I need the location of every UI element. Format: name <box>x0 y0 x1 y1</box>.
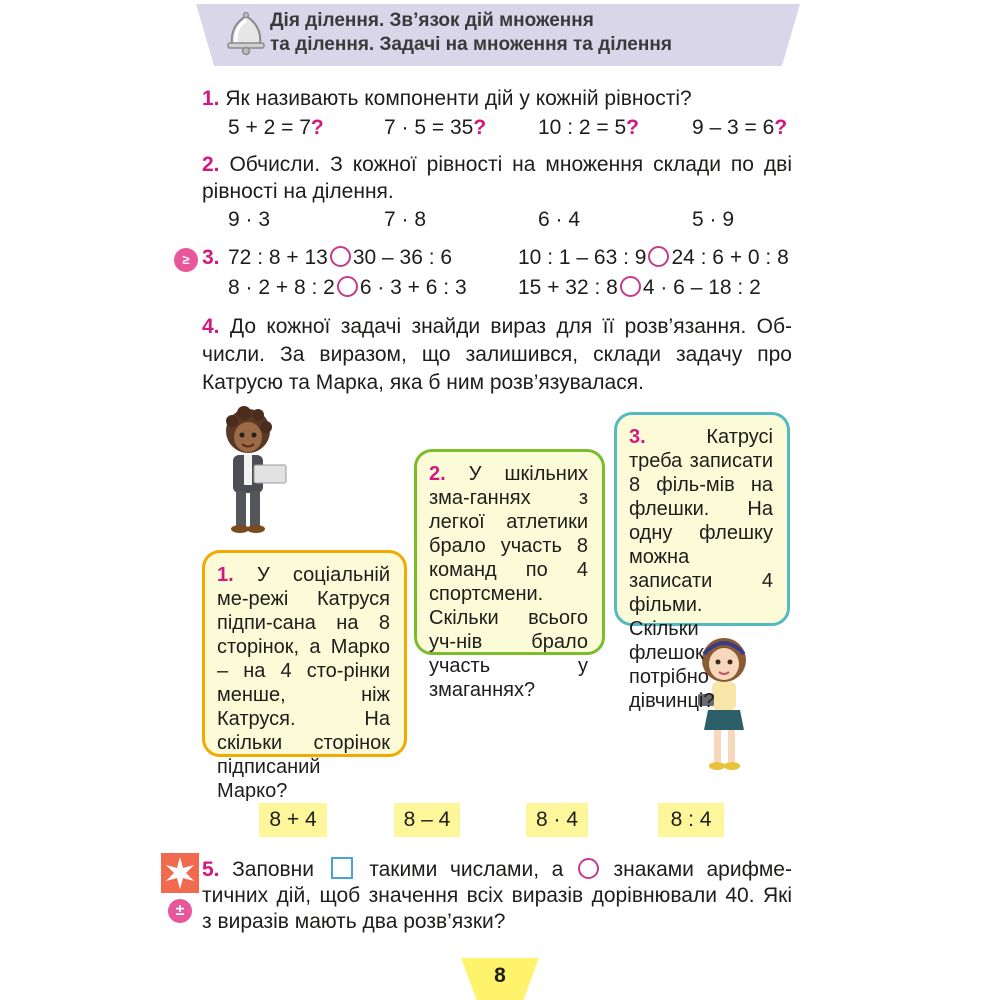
task4-line-1: До кожної задачі знайди вираз для її розв’язання. Об- <box>229 315 792 338</box>
task5-part-2: такими числами, а <box>369 858 564 881</box>
task1-equation-1 <box>228 114 324 141</box>
problem-text: Катрусі треба записати 8 філь-мів на флешки. На одну флешку можна записати 4 фільми. Скільки флешок потрібно дівчинці? <box>629 426 773 712</box>
equation-text: 9 – 3 = 6 <box>692 116 775 139</box>
plus-minus-icon: ± <box>168 899 192 923</box>
task3-row-2b <box>518 274 761 301</box>
task4-number: 4. <box>202 315 220 338</box>
task1-equation-4 <box>692 114 787 141</box>
task5-part-3: знаками арифме- <box>613 858 792 881</box>
task1-equation-3 <box>538 114 639 141</box>
problem-card-3 <box>614 412 790 712</box>
task2-item-1: 9 · 3 <box>228 208 271 231</box>
problem-number: 1. <box>217 564 234 586</box>
task1-equation-2 <box>384 114 486 141</box>
title-line-1: Дія ділення. Зв’язок дій множення <box>270 10 594 31</box>
task2-item-3: 6 · 4 <box>538 208 581 231</box>
task5-line-3: з виразів мають два розв’язки? <box>202 910 506 933</box>
equation-text: 10 : 2 = 5 <box>538 116 627 139</box>
task1-number: 1. <box>202 87 220 110</box>
problem-card-2 <box>414 449 605 701</box>
problem-text: У соціальній ме-режі Катруся підпи-сана на 8 сторінок, а Марко – на 4 сто-рінки менше, ніж Катруся. На скільки сторінок підписаний Марко? <box>217 564 390 802</box>
title-line-2: та ділення. Задачі на множення та ділення <box>270 34 672 55</box>
bell-icon <box>222 8 270 56</box>
task2-number: 2. <box>202 153 220 176</box>
task1-text: Як називають компоненти дій у кожній рівності? <box>225 87 692 110</box>
boy-with-laptop-illustration <box>214 405 294 535</box>
expression-card-1: 8 + 4 <box>259 803 327 837</box>
equation-text: 7 · 5 = 35 <box>384 116 474 139</box>
expression-card-3: 8 · 4 <box>526 803 588 837</box>
task3-row-1b <box>518 244 789 271</box>
question-mark: ? <box>774 116 788 139</box>
equation-text: 5 + 2 = 7 <box>228 116 311 139</box>
expression-right: 30 – 36 : 6 <box>352 246 453 269</box>
problem-number: 2. <box>429 463 446 485</box>
compare-circle[interactable] <box>648 246 669 267</box>
task2-question <box>202 151 792 205</box>
task3-row-1a <box>228 244 452 271</box>
task4-question <box>202 313 792 397</box>
task5-question <box>202 857 792 935</box>
expression-left: 15 + 32 : 8 <box>518 276 618 299</box>
task5-number: 5. <box>202 858 220 881</box>
expression-left: 8 · 2 + 8 : 2 <box>228 276 335 299</box>
page-title <box>270 9 672 57</box>
task5-part-1: Заповни <box>232 858 315 881</box>
problem-number: 3. <box>629 426 646 448</box>
expression-right: 6 · 3 + 6 : 3 <box>359 276 467 299</box>
question-mark: ? <box>626 116 639 139</box>
star-challenge-icon <box>161 853 199 893</box>
problem-card-1 <box>202 550 407 802</box>
expression-right: 24 : 6 + 0 : 8 <box>671 246 789 269</box>
compare-circle[interactable] <box>620 276 641 297</box>
task3-number: 3. <box>202 246 220 269</box>
task4-line-2: числи. За виразом, що залишився, склади задачу про <box>202 343 792 366</box>
page-number: 8 <box>494 964 506 987</box>
operation-circle[interactable] <box>578 858 599 879</box>
task2-item-2: 7 · 8 <box>384 208 427 231</box>
compare-badge-icon: ≥ <box>174 248 198 272</box>
compare-circle[interactable] <box>330 246 351 267</box>
compare-circle[interactable] <box>337 276 358 297</box>
expression-left: 72 : 8 + 13 <box>228 246 328 269</box>
task3-row-2a <box>228 274 467 301</box>
expression-right: 4 · 6 – 18 : 2 <box>642 276 761 299</box>
task2-line-1: Обчисли. З кожної рівності на множення склади по дві <box>229 153 792 176</box>
task2-line-2: рівності на ділення. <box>202 180 394 203</box>
task2-item-4: 5 · 9 <box>692 208 735 231</box>
problem-text: У шкільних зма-ганнях з легкої атлетики брало участь 8 команд по 4 спортсмени. Скільки всього уч-нів брало участь у змаганнях? <box>429 463 588 701</box>
task1-question <box>202 85 692 112</box>
task4-line-3: Катрусю та Марка, яка б ним розв’язувалася. <box>202 371 644 394</box>
answer-square[interactable] <box>331 857 353 879</box>
expression-card-2: 8 – 4 <box>394 803 460 837</box>
question-mark: ? <box>473 116 487 139</box>
expression-card-4: 8 : 4 <box>658 803 724 837</box>
question-mark: ? <box>310 116 324 139</box>
task5-line-2: тичних дій, щоб значення всіх виразів дорівнювали 40. Які <box>202 884 792 907</box>
expression-left: 10 : 1 – 63 : 9 <box>518 246 647 269</box>
